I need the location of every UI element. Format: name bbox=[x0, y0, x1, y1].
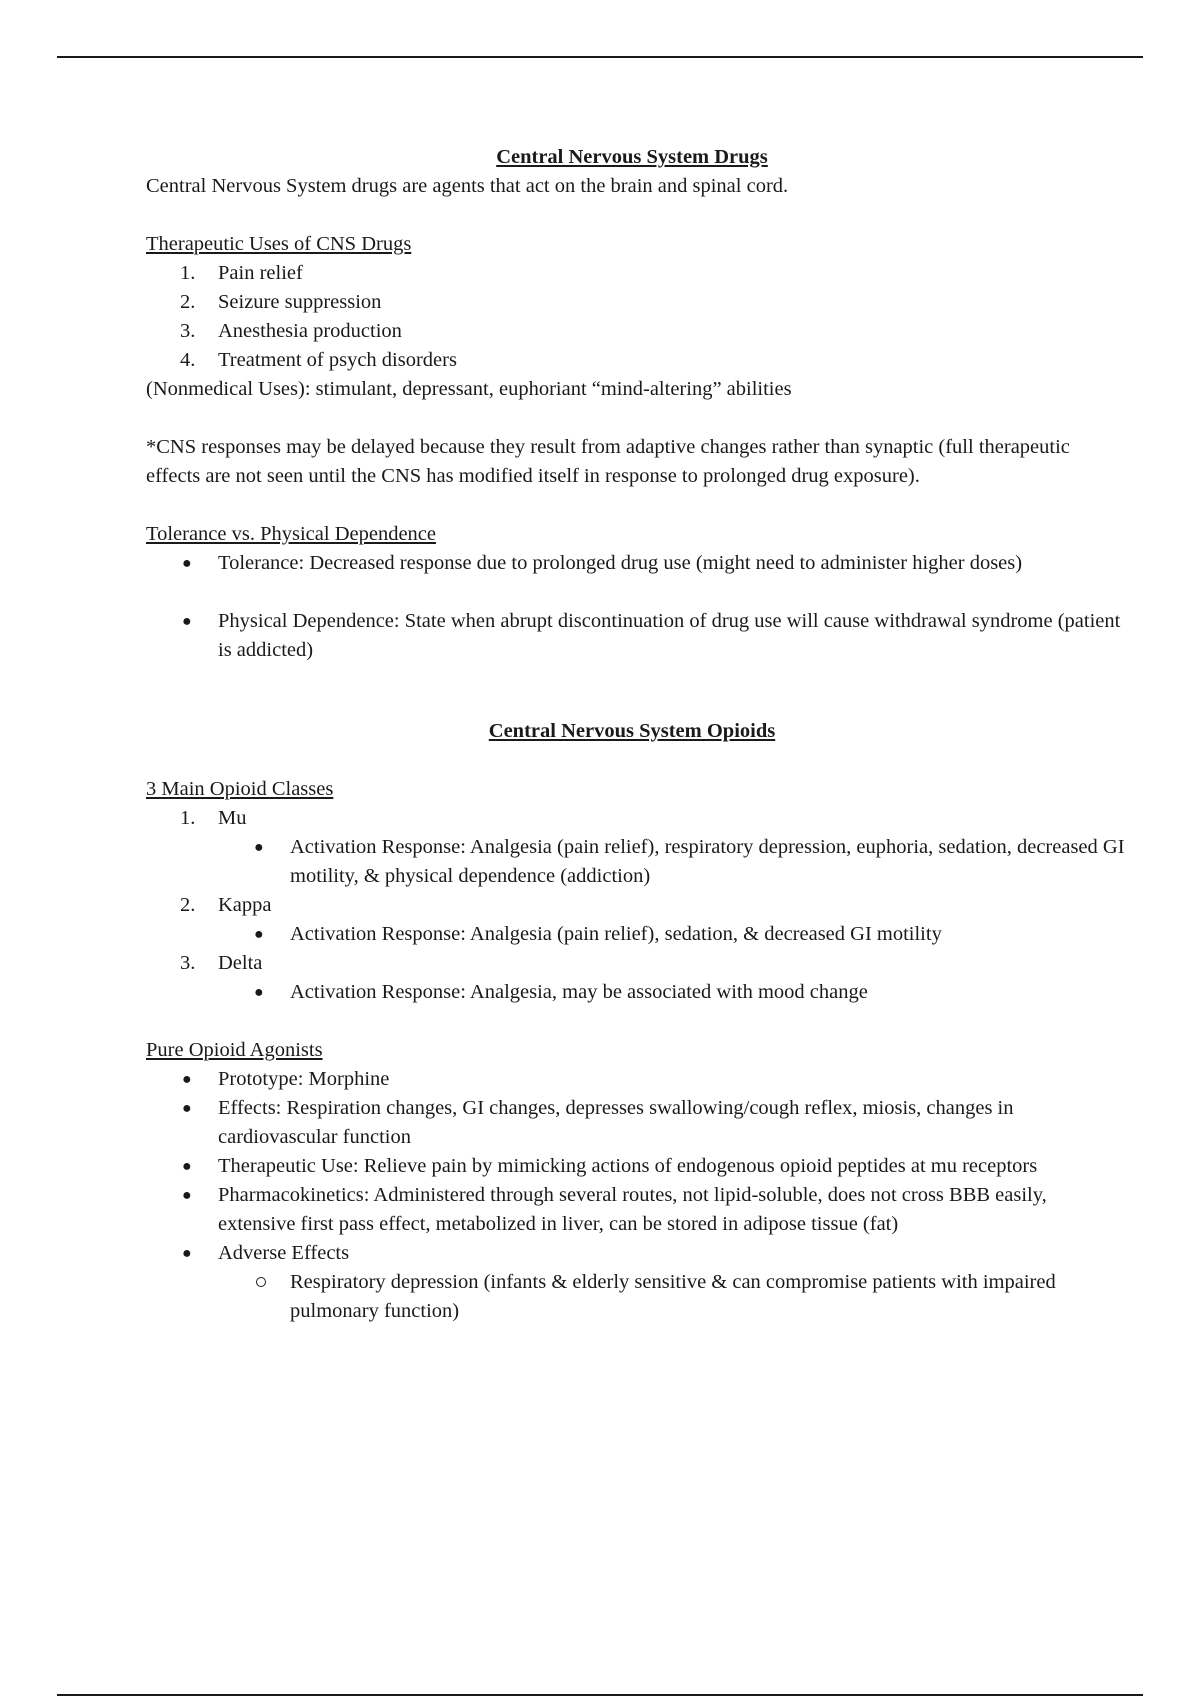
classes-heading: 3 Main Opioid Classes bbox=[146, 778, 334, 800]
list-item: ● Activation Response: Analgesia (pain relief), sedation, & decreased GI motility bbox=[146, 920, 1126, 949]
bullet-icon: ● bbox=[182, 613, 192, 630]
nonmedical-uses: (Nonmedical Uses): stimulant, depressant, euphoriant “mind-altering” abilities bbox=[146, 378, 792, 400]
list-item: ● Physical Dependence: State when abrupt discontinuation of drug use will cause withdrawal syndrome (patient is addicted) bbox=[146, 607, 1126, 665]
section-title-opioids: Central Nervous System Opioids bbox=[488, 720, 776, 742]
bullet-icon: ● bbox=[254, 839, 264, 856]
list-item: ● Activation Response: Analgesia, may be associated with mood change bbox=[146, 978, 1126, 1007]
list-item: ● Tolerance: Decreased response due to prolonged drug use (might need to administer higher doses) bbox=[146, 549, 1126, 578]
agonists-list bbox=[146, 1065, 1126, 1326]
agonists-heading: Pure Opioid Agonists bbox=[146, 1039, 323, 1061]
list-item: 2. Seizure suppression bbox=[180, 291, 382, 313]
intro-text: Central Nervous System drugs are agents that act on the brain and spinal cord. bbox=[146, 175, 789, 197]
page-title: Central Nervous System Drugs bbox=[496, 146, 768, 168]
list-item: ● Therapeutic Use: Relieve pain by mimicking actions of endogenous opioid peptides at mu receptors bbox=[146, 1152, 1126, 1181]
bullet-icon: ● bbox=[254, 984, 264, 1001]
list-item: ● Effects: Respiration changes, GI changes, depresses swallowing/cough reflex, miosis, changes in cardiovascular function bbox=[146, 1094, 1126, 1152]
bullet-icon: ● bbox=[182, 1071, 192, 1088]
cns-note: *CNS responses may be delayed because they result from adaptive changes rather than synaptic (full therapeutic effects are not seen until the CNS has modified itself in response to prolonged drug exposure). bbox=[146, 436, 1070, 487]
bullet-icon: ● bbox=[182, 1158, 192, 1175]
document-body bbox=[146, 143, 1126, 1326]
bullet-icon: ● bbox=[182, 555, 192, 572]
bullet-icon: ● bbox=[182, 1187, 192, 1204]
list-item: ● Pharmacokinetics: Administered through several routes, not lipid-soluble, does not cross BBB easily, extensive first pass effect, metabolized in liver, can be stored in adipose tissue (fat) bbox=[146, 1181, 1126, 1239]
uses-heading: Therapeutic Uses of CNS Drugs bbox=[146, 233, 412, 255]
list-item: 2. Kappa bbox=[180, 894, 272, 916]
list-item: ● Activation Response: Analgesia (pain relief), respiratory depression, euphoria, sedation, decreased GI motility, & physical dependence (addiction) bbox=[146, 833, 1126, 891]
list-item: 1. Pain relief bbox=[180, 262, 303, 284]
list-item: Respiratory depression (infants & elderly sensitive & can compromise patients with impaired pulmonary function) bbox=[146, 1268, 1126, 1326]
bullet-icon: ● bbox=[182, 1100, 192, 1117]
bullet-icon: ● bbox=[182, 1245, 192, 1262]
list-item: 3. Anesthesia production bbox=[180, 320, 402, 342]
bullet-icon: ● bbox=[254, 926, 264, 943]
bottom-rule bbox=[57, 1694, 1143, 1696]
top-rule bbox=[57, 56, 1143, 58]
tolerance-heading: Tolerance vs. Physical Dependence bbox=[146, 523, 437, 545]
list-item: 1. Mu bbox=[180, 807, 247, 829]
list-item: 3. Delta bbox=[180, 952, 263, 974]
classes-list bbox=[146, 804, 1126, 1007]
hollow-circle-bullet-icon bbox=[256, 1277, 266, 1287]
list-item: ● Adverse Effects bbox=[146, 1239, 1126, 1268]
list-item: 4. Treatment of psych disorders bbox=[180, 349, 457, 371]
tolerance-list bbox=[146, 549, 1126, 665]
uses-list bbox=[146, 259, 1126, 375]
list-item: ● Prototype: Morphine bbox=[146, 1065, 1126, 1094]
